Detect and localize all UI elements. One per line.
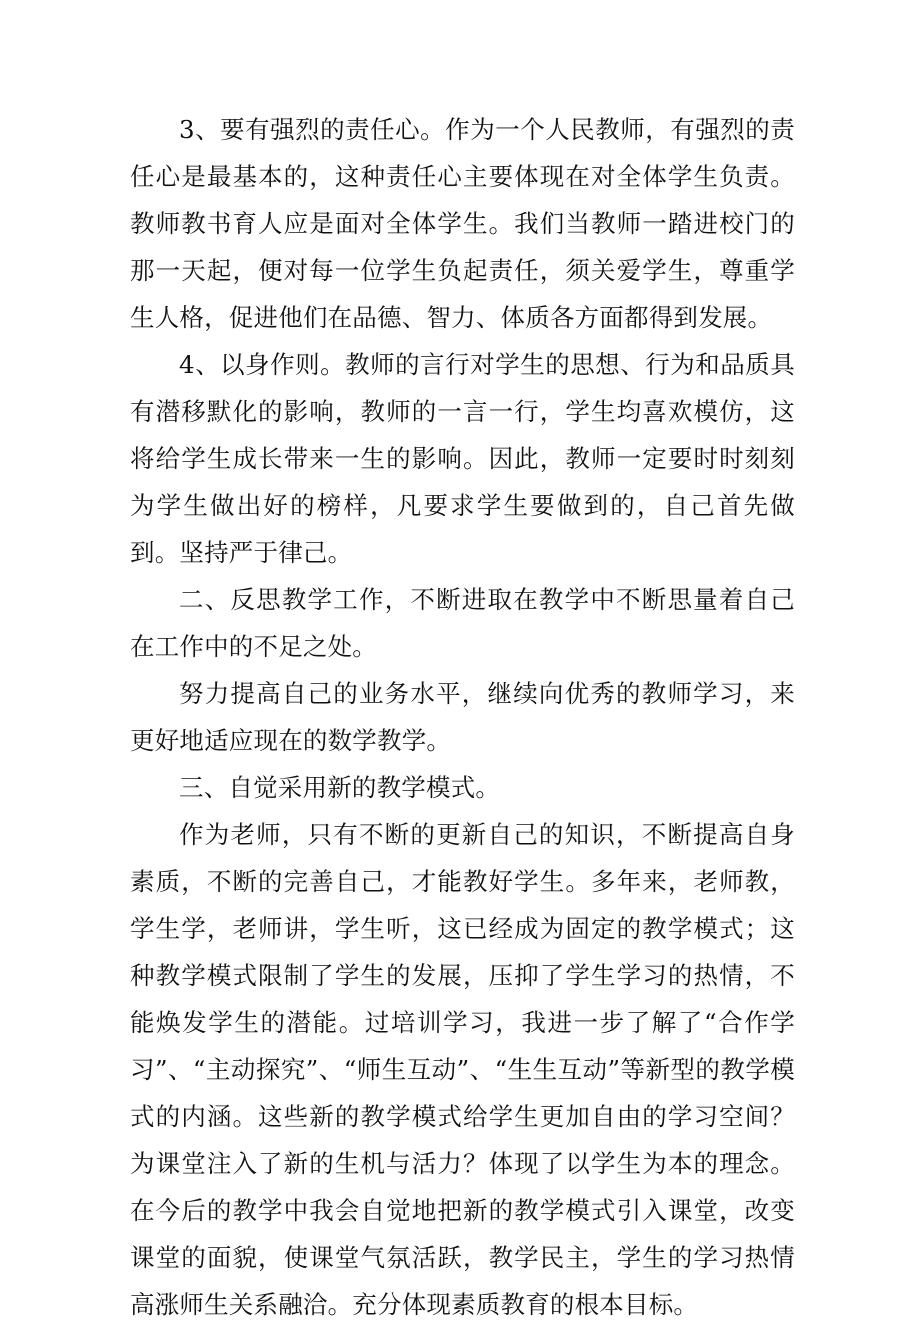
paragraph-improve-skills: 努力提高自己的业务水平，继续向优秀的教师学习，来更好地适应现在的数学教学。 <box>130 679 795 755</box>
paragraph-new-teaching-mode-body: 作为老师，只有不断的更新自己的知识，不断提高自身素质，不断的完善自己，才能教好学生。多年来，老师教，学生学，老师讲，学生听，这已经成为固定的教学模式；这种教学模式限制了学生的发展，压抑了学生学习的热情，不能焕发学生的潜能。过培训学习，我进一步了解了“合作学习”、“主动探究”、“师生互动”、“生生互动”等新型的教学模式的内涵。这些新的教学模式给学生更加自由的学习空间？为课堂注入了新的生机与活力？体现了以学生为本的理念。在今后的教学中我会自觉地把新的教学模式引入课堂，改变课堂的面貌，使课堂气氛活跃，教学民主，学生的学习热情高涨师生关系融洽。充分体现素质教育的根本目标。 <box>130 820 795 1319</box>
paragraph-lead-by-example: 4、以身作则。教师的言行对学生的思想、行为和品质具有潜移默化的影响，教师的一言一行，学生均喜欢模仿，这将给学生成长带来一生的影响。因此，教师一定要时时刻刻为学生做出好的榜样，凡要求学生要做到的，自己首先做到。坚持严于律己。 <box>130 350 795 567</box>
paragraph-responsibility: 3、要有强烈的责任心。作为一个人民教师，有强烈的责任心是最基本的，这种责任心主要体现在对全体学生负责。教师教书育人应是面对全体学生。我们当教师一踏进校门的那一天起，便对每一位学生负起责任，须关爱学生，尊重学生人格，促进他们在品德、智力、体质各方面都得到发展。 <box>130 115 795 332</box>
document-body <box>130 106 795 1328</box>
paragraph-new-teaching-mode-heading: 三、自觉采用新的教学模式。 <box>179 773 501 802</box>
paragraph-reflect-teaching: 二、反思教学工作，不断进取在教学中不断思量着自己在工作中的不足之处。 <box>130 585 795 661</box>
